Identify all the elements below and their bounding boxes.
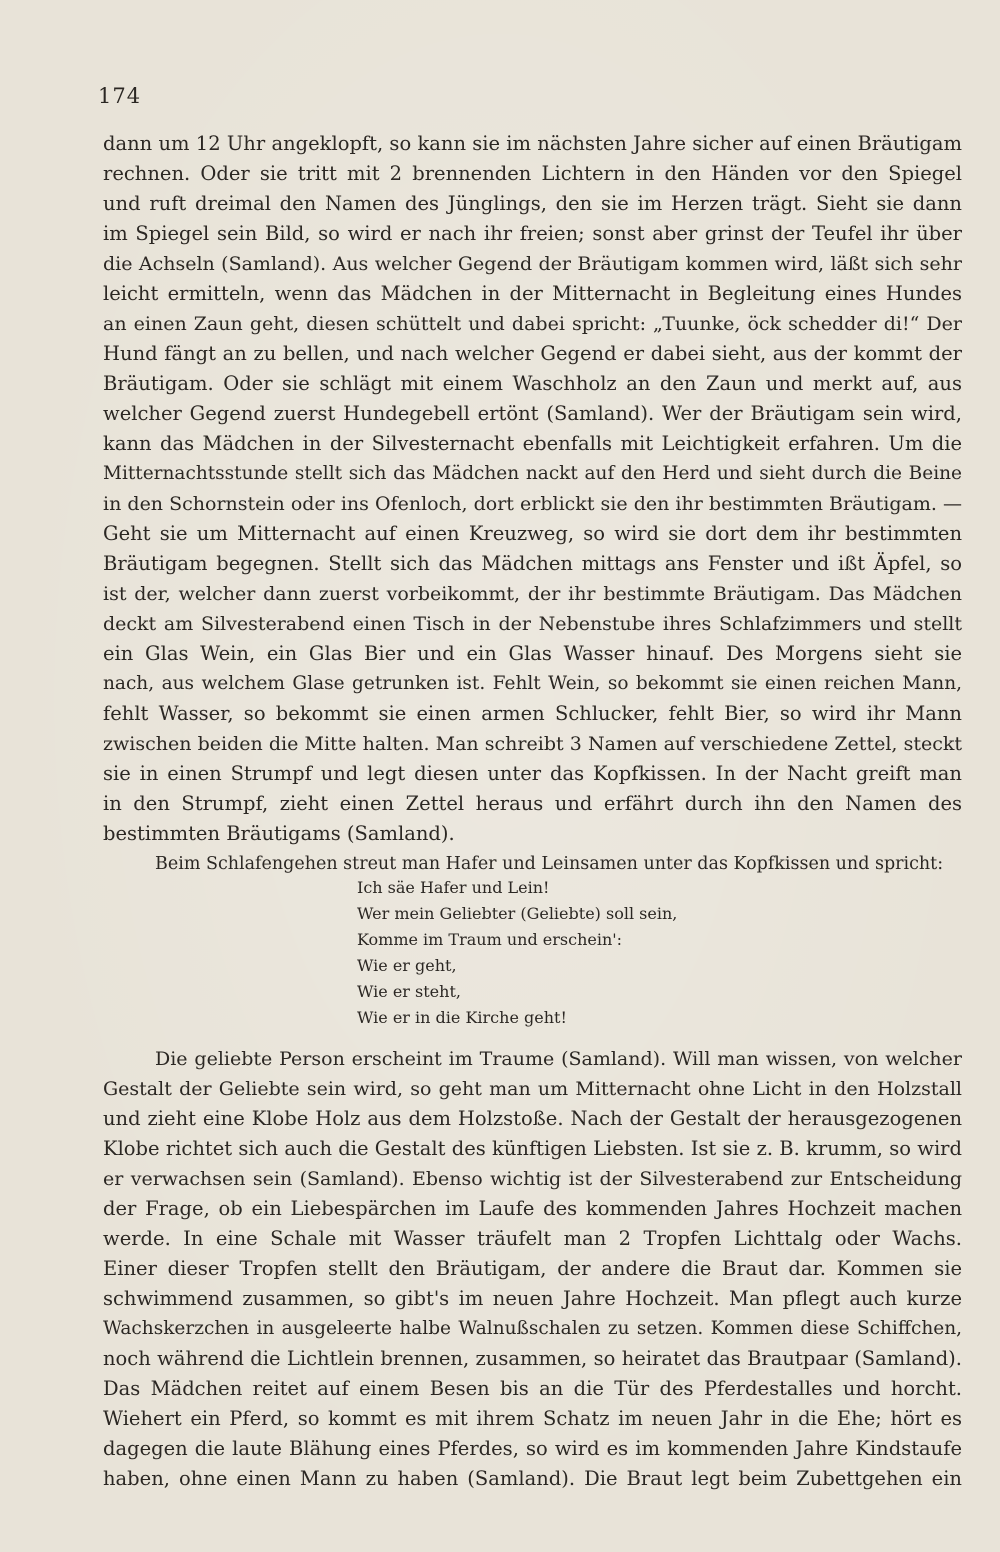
text-line: Die geliebte Person erscheint im Traume (Samland). Will man wissen, von welcher [155,1048,962,1070]
verse-line: Wer mein Geliebter (Geliebte) soll sein, [357,904,678,923]
text-line: der Frage, ob ein Liebespärchen im Laufe des kommenden Jahres Hochzeit machen [103,1197,962,1220]
text-line: fehlt Wasser, so bekommt sie einen armen Schlucker, fehlt Bier, so wird ihr Mann [103,702,962,725]
text-line: und zieht eine Klobe Holz aus dem Holzstoße. Nach der Gestalt der herausgezogenen [103,1107,962,1130]
text-line: zwischen beiden die Mitte halten. Man schreibt 3 Namen auf verschiedene Zettel, steckt [103,733,962,755]
page-number: 174 [98,84,142,108]
text-line: er verwachsen sein (Samland). Ebenso wichtig ist der Silvesterabend zur Entscheidung [103,1168,962,1190]
text-line: im Spiegel sein Bild, so wird er nach ihr freien; sonst aber grinst der Teufel ihr über [103,222,962,245]
text-line: werde. In eine Schale mit Wasser träufelt man 2 Tropfen Lichttalg oder Wachs. [103,1227,962,1250]
text-line: Geht sie um Mitternacht auf einen Kreuzweg, so wird sie dort dem ihr bestimmten [103,522,962,545]
text-line: noch während die Lichtlein brennen, zusammen, so heiratet das Brautpaar (Samland). [103,1347,962,1370]
text-line: Klobe richtet sich auch die Gestalt des künftigen Liebsten. Ist sie z. B. krumm, so wird [103,1137,962,1160]
text-line: bestimmten Bräutigams (Samland). [103,822,455,845]
text-line: Mitternachtsstunde stellt sich das Mädchen nackt auf den Herd und sieht durch die Beine [103,463,962,484]
text-line: rechnen. Oder sie tritt mit 2 brennenden Lichtern in den Händen vor den Spiegel [103,162,962,185]
verse-line: Komme im Traum und erschein': [357,930,623,949]
text-line: Bräutigam. Oder sie schlägt mit einem Waschholz an den Zaun und merkt auf, aus [103,372,962,395]
text-line: nach, aus welchem Glase getrunken ist. Fehlt Wein, so bekommt sie einen reichen Mann, [103,673,962,694]
text-line: kann das Mädchen in der Silvesternacht ebenfalls mit Leichtigkeit erfahren. Um die [103,432,962,455]
text-line: in den Strumpf, zieht einen Zettel heraus und erfährt durch ihn den Namen des [103,792,962,815]
text-line: in den Schornstein oder ins Ofenloch, dort erblickt sie den ihr bestimmten Bräutigam. — [103,493,962,515]
verse-line: Ich säe Hafer und Lein! [357,878,550,897]
text-line: deckt am Silvesterabend einen Tisch in der Nebenstube ihres Schlafzimmers und stellt [103,613,962,635]
text-line: schwimmend zusammen, so gibt's im neuen Jahre Hochzeit. Man pflegt auch kurze [103,1287,962,1310]
verse-line: Wie er geht, [357,956,457,975]
text-line: dann um 12 Uhr angeklopft, so kann sie im nächsten Jahre sicher auf einen Bräutigam [103,132,962,155]
text-line: an einen Zaun geht, diesen schüttelt und dabei spricht: „Tuunke, öck schedder di!“ Der [103,313,962,335]
verse-line: Wie er steht, [357,982,461,1001]
text-line: Wiehert ein Pferd, so kommt es mit ihrem Schatz im neuen Jahr in die Ehe; hört es [103,1407,962,1430]
text-line: Gestalt der Geliebte sein wird, so geht man um Mitternacht ohne Licht in den Holzstall [103,1078,962,1100]
text-line: ein Glas Wein, ein Glas Bier und ein Glas Wasser hinauf. Des Morgens sieht sie [103,642,962,665]
text-line: Hund fängt an zu bellen, und nach welcher Gegend er dabei sieht, aus der kommt der [103,342,962,365]
verse-line: Wie er in die Kirche geht! [357,1008,567,1027]
text-line: Bräutigam begegnen. Stellt sich das Mädchen mittags ans Fenster und ißt Äpfel, so [103,552,962,575]
text-line: sie in einen Strumpf und legt diesen unter das Kopfkissen. In der Nacht greift man [103,762,962,785]
text-line: welcher Gegend zuerst Hundegebell ertönt (Samland). Wer der Bräutigam sein wird, [103,402,962,425]
text-line: Das Mädchen reitet auf einem Besen bis an die Tür des Pferdestalles und horcht. [103,1377,962,1400]
text-line: Wachskerzchen in ausgeleerte halbe Walnußschalen zu setzen. Kommen diese Schiffchen, [103,1318,962,1339]
text-line: und ruft dreimal den Namen des Jünglings, den sie im Herzen trägt. Sieht sie dann [103,192,962,215]
text-line: Einer dieser Tropfen stellt den Bräutigam, der andere die Braut dar. Kommen sie [103,1257,962,1280]
text-line: haben, ohne einen Mann zu haben (Samland). Die Braut legt beim Zubettgehen ein [103,1467,962,1490]
text-line: Beim Schlafengehen streut man Hafer und Leinsamen unter das Kopfkissen und spricht: [155,854,944,874]
text-line: leicht ermitteln, wenn das Mädchen in der Mitternacht in Begleitung eines Hundes [103,282,962,305]
text-line: ist der, welcher dann zuerst vorbeikommt, der ihr bestimmte Bräutigam. Das Mädchen [103,583,962,605]
text-line: die Achseln (Samland). Aus welcher Gegend der Bräutigam kommen wird, läßt sich sehr [103,253,962,275]
text-line: dagegen die laute Blähung eines Pferdes, so wird es im kommenden Jahre Kindstaufe [103,1437,962,1460]
